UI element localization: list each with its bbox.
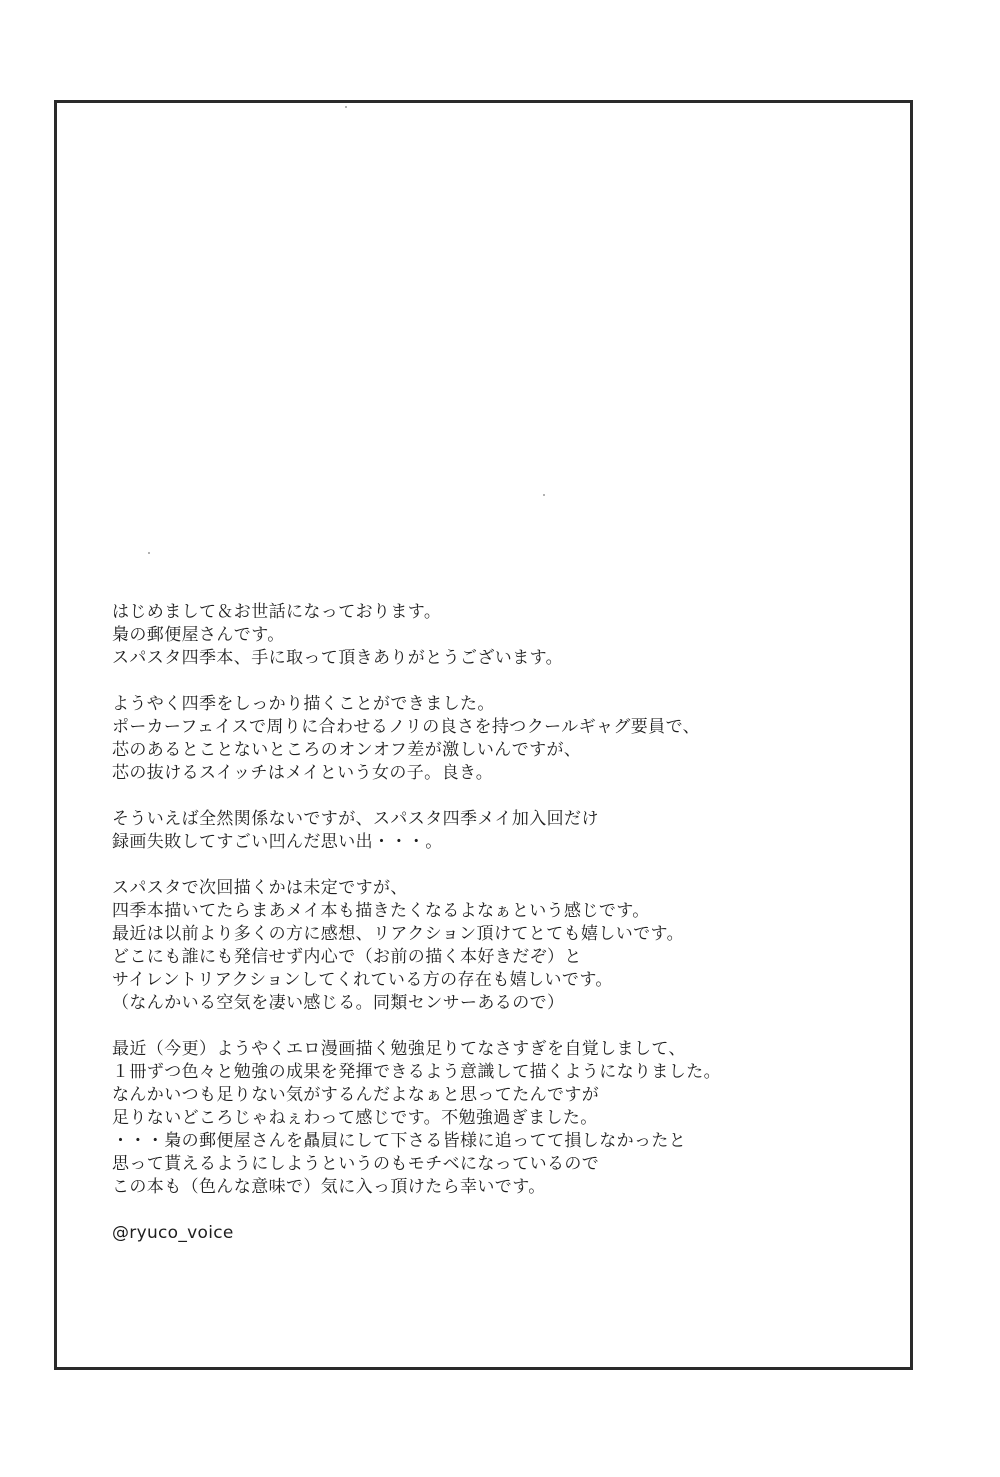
text-line: 四季本描いてたらまあメイ本も描きたくなるよなぁという感じです。: [112, 901, 650, 921]
text-line: （なんかいる空気を凄い感じる。同類センサーあるので）: [112, 993, 565, 1013]
text-line: 思って貰えるようにしようというのもモチベになっているので: [112, 1154, 600, 1174]
text-line: １冊ずつ色々と勉強の成果を発揮できるよう意識して描くようになりました。: [112, 1062, 721, 1082]
scan-speck: [148, 552, 150, 554]
afterword-text-block: [112, 601, 892, 1245]
text-line: 足りないどころじゃねぇわって感じです。不勉強過ぎました。: [112, 1108, 598, 1128]
author-social-handle: @ryuco_voice: [112, 1223, 234, 1243]
paragraph-greeting: [112, 601, 892, 670]
text-line: はじめまして＆お世話になっております。: [112, 602, 442, 622]
text-line: 録画失敗してすごい凹んだ思い出・・・。: [112, 832, 443, 852]
text-line: どこにも誰にも発信せず内心で（お前の描く本好きだぞ）と: [112, 947, 582, 967]
paragraph-study: [112, 1038, 892, 1199]
text-line: 最近は以前より多くの方に感想、リアクション頂けてとても嬉しいです。: [112, 924, 684, 944]
text-line: なんかいつも足りない気がするんだよなぁと思ってたんですが: [112, 1085, 600, 1105]
text-line: 最近（今更）ようやくエロ漫画描く勉強足りてなさすぎを自覚しまして、: [112, 1039, 686, 1059]
text-line: 芯の抜けるスイッチはメイという女の子。良き。: [112, 763, 494, 783]
text-line: サイレントリアクションしてくれている方の存在も嬉しいです。: [112, 970, 613, 990]
text-line: 梟の郵便屋さんです。: [112, 625, 285, 645]
text-line: 芯のあるとことないところのオンオフ差が激しいんですが、: [112, 740, 582, 760]
text-line: そういえば全然関係ないですが、スパスタ四季メイ加入回だけ: [112, 809, 599, 829]
text-line: スパスタ四季本、手に取って頂きありがとうございます。: [112, 648, 564, 668]
text-line: ・・・梟の郵便屋さんを贔屓にして下さる皆様に追ってて損しなかったと: [112, 1131, 687, 1151]
text-line: この本も（色んな意味で）気に入っ頂けたら幸いです。: [112, 1177, 546, 1197]
paragraph-character: [112, 693, 892, 785]
text-line: スパスタで次回描くかは未定ですが、: [112, 878, 408, 898]
paragraph-aside: [112, 808, 892, 854]
scan-speck: [345, 106, 347, 108]
text-line: ようやく四季をしっかり描くことができました。: [112, 694, 495, 714]
paragraph-plans: [112, 877, 892, 1015]
scan-speck: [543, 494, 545, 496]
text-line: ポーカーフェイスで周りに合わせるノリの良さを持つクールギャグ要員で、: [112, 717, 701, 737]
